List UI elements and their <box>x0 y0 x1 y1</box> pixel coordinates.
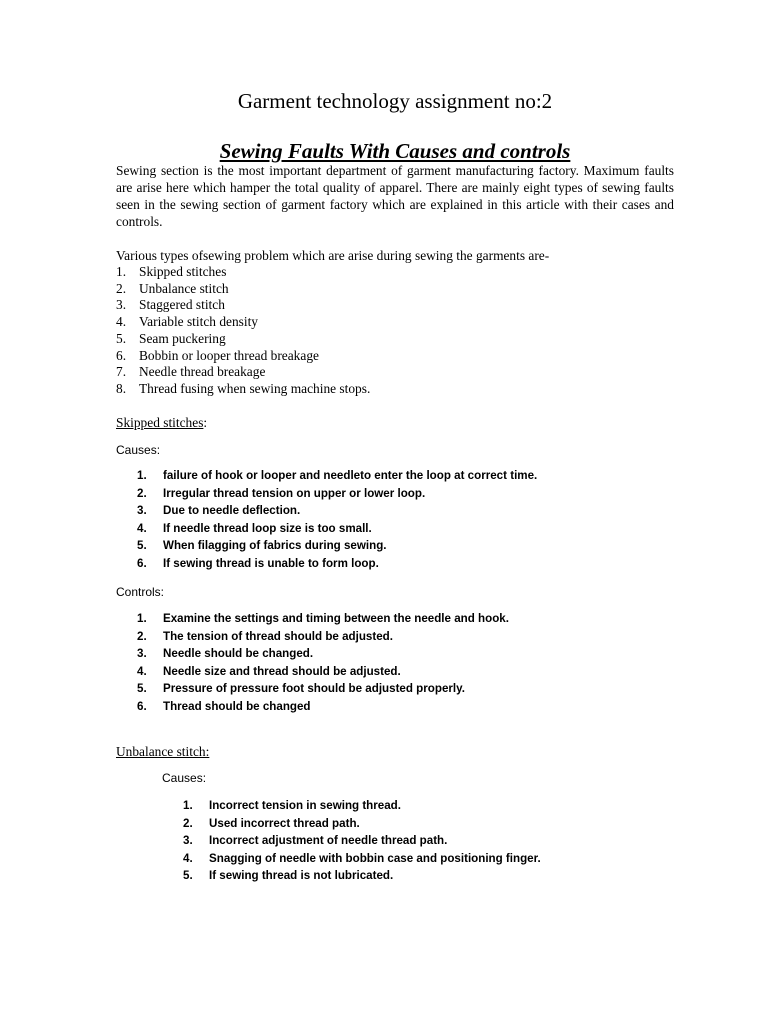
skipped-causes-label: Causes: <box>116 443 161 457</box>
list-item: 5. Pressure of pressure foot should be adjusted properly. <box>137 682 465 696</box>
list-item: 2. The tension of thread should be adjusted. <box>137 629 393 643</box>
document-subtitle: Sewing Faults With Causes and controls <box>219 139 571 163</box>
list-item: 1. failure of hook or looper and needleto enter the loop at correct time. <box>137 469 538 482</box>
list-item: 1. Skipped stitches <box>116 264 227 279</box>
skipped-stitches-heading: Skipped stitches: <box>116 415 208 430</box>
list-item: 8. Thread fusing when sewing machine stops. <box>116 380 371 396</box>
fault-types-intro: Various types ofsewing problem which are arise during sewing the garments are- <box>116 248 550 263</box>
list-item: 6. If sewing thread is unable to form loop. <box>137 556 379 570</box>
skipped-controls-list <box>137 610 509 716</box>
list-item: 3. Incorrect adjustment of needle thread path. <box>183 834 448 848</box>
list-item: 1. Incorrect tension in sewing thread. <box>183 799 401 812</box>
list-item: 4. Needle size and thread should be adjusted. <box>137 664 401 678</box>
list-item: 5. Seam puckering <box>116 330 226 346</box>
list-item: 3. Due to needle deflection. <box>137 504 301 518</box>
list-item: 4. If needle thread loop size is too small. <box>137 521 372 535</box>
fault-types-list <box>116 264 370 398</box>
document-title: Garment technology assignment no:2 <box>237 89 553 113</box>
list-item: 4. Variable stitch density <box>116 314 258 330</box>
unbalance-causes-list <box>183 797 541 885</box>
unbalance-causes-label: Causes: <box>162 771 207 785</box>
list-item: 3. Staggered stitch <box>116 297 225 313</box>
list-item: 6. Thread should be changed <box>137 699 311 713</box>
list-item: 5. If sewing thread is not lubricated. <box>183 869 394 883</box>
list-item: 2. Used incorrect thread path. <box>183 816 360 830</box>
skipped-controls-label: Controls: <box>116 585 165 599</box>
list-item: 2. Unbalance stitch <box>116 280 229 296</box>
skipped-causes-list <box>137 467 537 573</box>
intro-paragraph: Sewing section is the most important department of garment manufacturing factory. Maximum faults are arise here which hamper the total quality of apparel. There are mainly eight types of sewing faults seen in the sewing section of garment factory which are explained in this article with their cases and controls. <box>116 163 674 229</box>
list-item: 4. Snagging of needle with bobbin case and positioning finger. <box>183 851 541 865</box>
list-item: 7. Needle thread breakage <box>116 364 266 380</box>
list-item: 2. Irregular thread tension on upper or lower loop. <box>137 486 426 500</box>
list-item: 5. When filagging of fabrics during sewing. <box>137 539 387 553</box>
list-item: 3. Needle should be changed. <box>137 647 314 661</box>
unbalance-stitch-heading: Unbalance stitch: <box>116 744 210 759</box>
list-item: 6. Bobbin or looper thread breakage <box>116 347 319 363</box>
list-item: 1. Examine the settings and timing between the needle and hook. <box>137 612 509 625</box>
